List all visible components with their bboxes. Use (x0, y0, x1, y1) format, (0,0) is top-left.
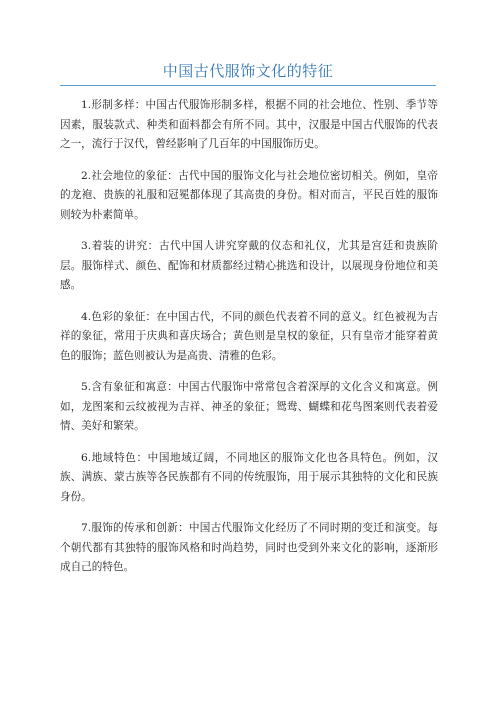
document-title: 中国古代服饰文化的特征 (162, 62, 334, 80)
paragraph-3: 3.着装的讲究：古代中国人讲究穿戴的仪态和礼仪，尤其是宫廷和贵族阶层。服饰样式、颜色、配饰和材质都经过精心挑选和设计，以展现身份地位和美感。 (60, 240, 438, 291)
paragraph-7: 7.服饰的传承和创新：中国古代服饰文化经历了不同时期的变迁和演变。每个朝代都有其独特的服饰风格和时尚趋势，同时也受到外来文化的影响，逐渐形成自己的特色。 (60, 522, 438, 573)
document-body (60, 96, 438, 590)
paragraph-1: 1.形制多样：中国古代服饰形制多样，根据不同的社会地位、性别、季节等因素，服装款式、种类和面料都会有所不同。其中，汉服是中国古代服饰的代表之一，流行于汉代，曾经影响了几百年的中国服饰历史。 (60, 99, 438, 150)
title-underline (60, 85, 436, 86)
paragraph-5: 5.含有象征和寓意：中国古代服饰中常常包含着深厚的文化含义和寓意。例如，龙图案和云纹被视为吉祥、神圣的象征；鸳鸯、蝴蝶和花鸟图案则代表着爱情、美好和繁荣。 (60, 381, 438, 432)
paragraph-4: 4.色彩的象征：在中国古代，不同的颜色代表着不同的意义。红色被视为吉祥的象征，常用于庆典和喜庆场合；黄色则是皇权的象征，只有皇帝才能穿着黄色的服饰；蓝色则被认为是高贵、清雅的色彩。 (60, 310, 438, 362)
paragraph-2: 2.社会地位的象征：古代中国的服饰文化与社会地位密切相关。例如，皇帝的龙袍、贵族的礼服和冠冕都体现了其高贵的身份。相对而言，平民百姓的服饰则较为朴素简单。 (60, 169, 438, 221)
paragraph-6: 6.地域特色：中国地域辽阔，不同地区的服饰文化也各具特色。例如，汉族、满族、蒙古族等各民族都有不同的传统服饰，用于展示其独特的文化和民族身份。 (60, 451, 438, 503)
